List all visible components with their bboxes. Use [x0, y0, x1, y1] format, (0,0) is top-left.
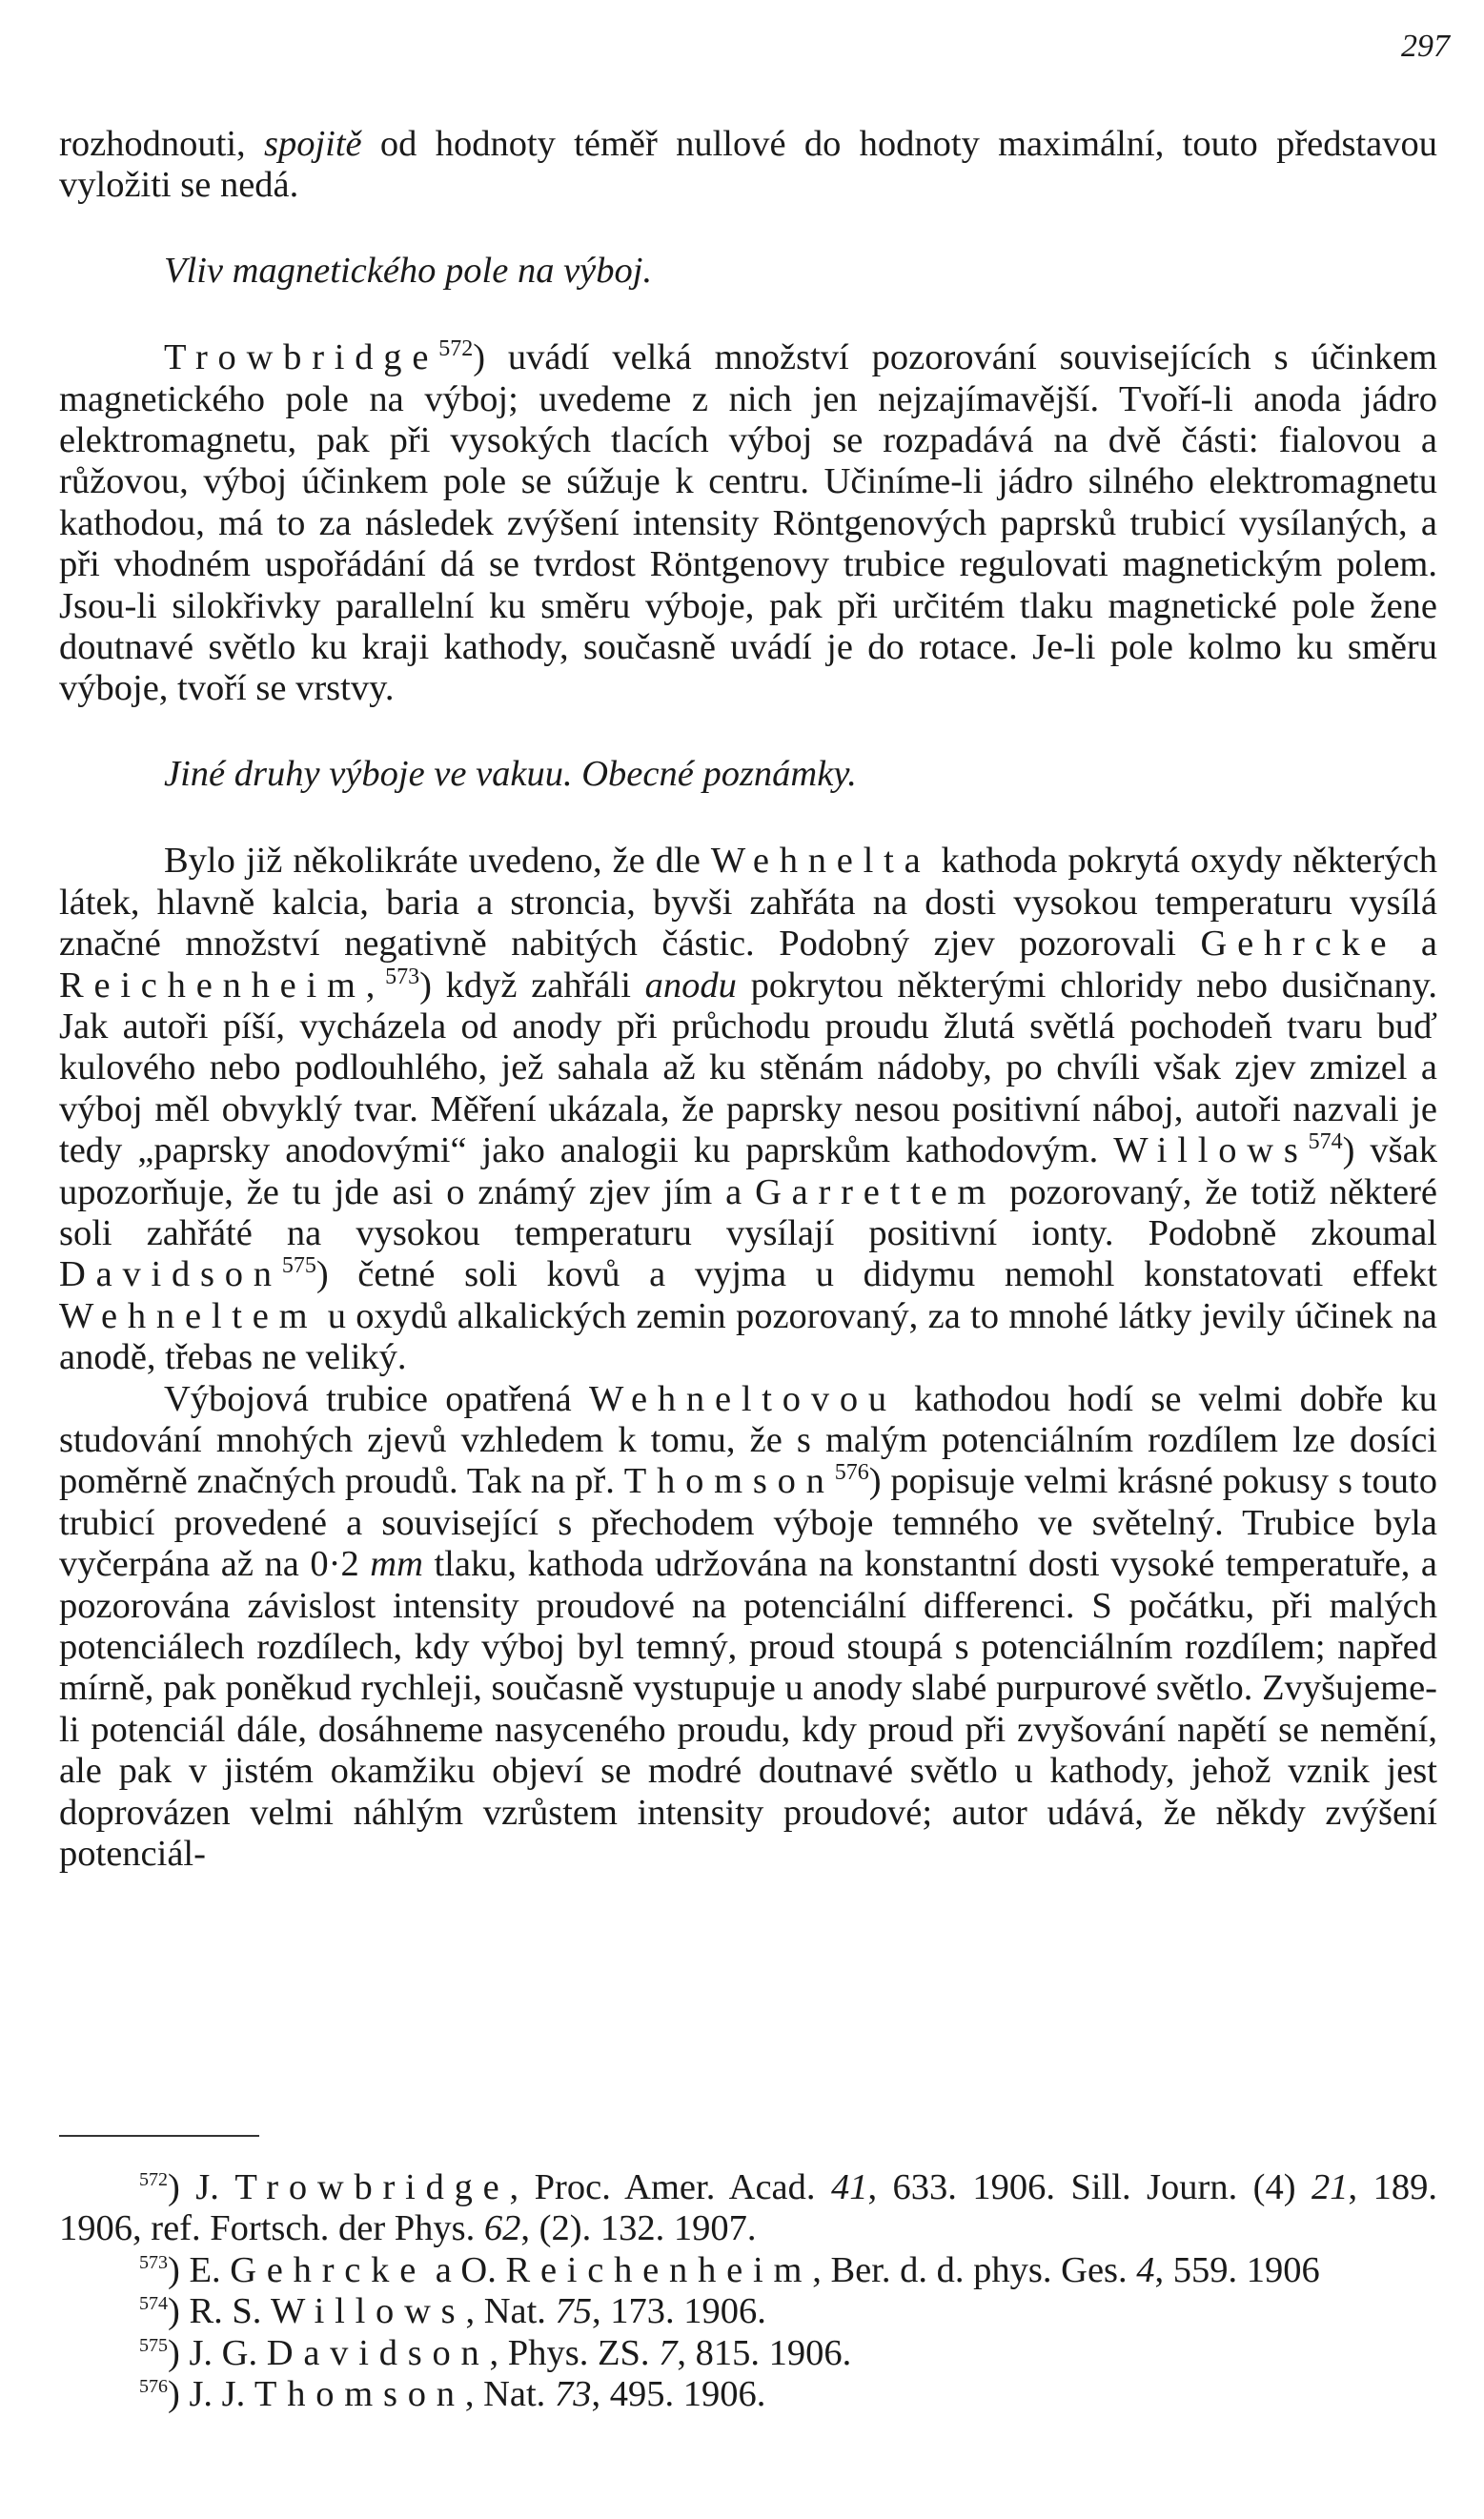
paragraph-wehnelt: Bylo již několikráte uvedeno, že dle Wehnelta kathoda pokrytá oxydy některých látek, hlavně kalcia, baria a stroncia, byvši zahřáta na dosti vysokou temperaturu vysílá značné množství negativně nabitých částic. Podobný zjev pozorovali Gehrcke a Reichenheim,$^{573}$) když zahřáli anodu pokrytou některými chloridy nebo dusičnany. Jak autoři píší, vycházela od anody při průchodu proudu žlutá světlá pochodeň tvaru buď kulového nebo podlouhlého, jež sahala až ku stěnám nádoby, po chvíli však zjev zmizel a výboj měl obvyklý tvar. Měření ukázala, že paprsky nesou positivní náboj, autoři nazvali je tedy „paprsky anodovými“ jako analogii ku paprskům kathodovým. Willows$^{574}$) však upozorňuje, že tu jde asi o známý zjev jím a Garrettem pozorovaný, že totiž některé soli zahřáté na vysokou temperaturu vysílají positivní ionty. Podobně zkoumal Davidson$^{575}$) četné soli kovů a vyjma u didymu nemohl konstatovati effekt Wehneltem u oxydů alkalických zemin pozorovaný, za to mnohé látky jevily účinek na anodě, třebas ne veliký.: [59, 841, 1438, 1378]
paragraph-trowbridge: Trowbridge$^{572}$) uvádí velká množství pozorování souvisejících s účinkem magnetického pole na výboj; uvedeme z nich jen nejzajímavější. Tvoří-li anoda jádro elektromagnetu, pak při vysokých tlacích výboj se rozpadává na dvě části: fialovou a růžovou, výboj účinkem pole se súžuje k centru. Učiníme-li jádro silného elektromagnetu kathodou, má to za následek zvýšení intensity Röntgenových paprsků trubicí vysílaných, a při vhodném uspořádání dá se tvrdost Röntgenovy trubice regulovati magnetickým polem. Jsou-li silokřivky parallelní ku směru výboje, pak při určitém tlaku magnetické pole žene doutnavé světlo ku kraji kathody, současně uvádí je do rotace. Je-li pole kolmo ku směru výboje, tvoří se vrstvy.: [59, 336, 1437, 709]
footnote-573: $^{573}$) E. Gehrcke a O. Reichenheim, Ber. d. d. phys. Ges. 4, 559. 1906: [139, 2249, 1320, 2290]
footnote-574: $^{574}$) R. S. Willows, Nat. 75, 173. 1906.: [139, 2291, 766, 2332]
section-heading-magnetic-field: Vliv magnetického pole na výboj.: [164, 250, 653, 291]
footnote-575: $^{575}$) J. G. Davidson, Phys. ZS. 7, 815. 1906.: [139, 2332, 852, 2373]
footnotes: [59, 2167, 1437, 2415]
footnote-572: $^{572}$) J. Trowbridge, Proc. Amer. Acad. 41, 633. 1906. Sill. Journ. (4) 21, 189. 1906, ref. Fortsch. der Phys. 62, (2). 132. 1907.: [59, 2167, 1437, 2249]
page-body: [59, 124, 1437, 1875]
footnote-divider: [59, 2135, 259, 2137]
section-heading-other-discharges: Jiné druhy výboje ve vakuu. Obecné poznámky.: [164, 753, 857, 794]
footnote-576: $^{576}$) J. J. Thomson, Nat. 73, 495. 1906.: [139, 2374, 766, 2415]
paragraph-intro: rozhodnouti, spojitě od hodnoty téměř nullové do hodnoty maximální, touto představou vyložiti se nedá.: [59, 124, 1437, 206]
page-number: 297: [1401, 29, 1450, 64]
paragraph-thomson: Výbojová trubice opatřená Wehneltovou kathodou hodí se velmi dobře ku studování mnohých zjevů vzhledem k tomu, že s malým potenciálním rozdílem lze dosíci poměrně značných proudů. Tak na př. Thomson$^{576}$) popisuje velmi krásné pokusy s touto trubicí provedené a související s přechodem výboje temného ve světelný. Trubice byla vyčerpána až na 0·2 mm tlaku, kathoda udržována na konstantní dosti vysoké temperatuře, a pozorována závislost intensity proudové na potenciální differenci. S počátku, při malých potenciálech rozdílech, kdy výboj byl temný, proud stoupá s potenciálním rozdílem; napřed mírně, pak poněkud rychleji, současně vystupuje u anody slabé purpurové světlo. Zvyšujeme-li potenciál dále, dosáhneme nasyceného proudu, kdy proud při zvyšování napětí se nemění, ale pak v jistém okamžiku objeví se modré doutnavé světlo u kathody, jehož vznik jest doprovázen velmi náhlým vzrůstem intensity proudové; autor udává, že někdy zvýšení potenciál-: [59, 1378, 1438, 1875]
